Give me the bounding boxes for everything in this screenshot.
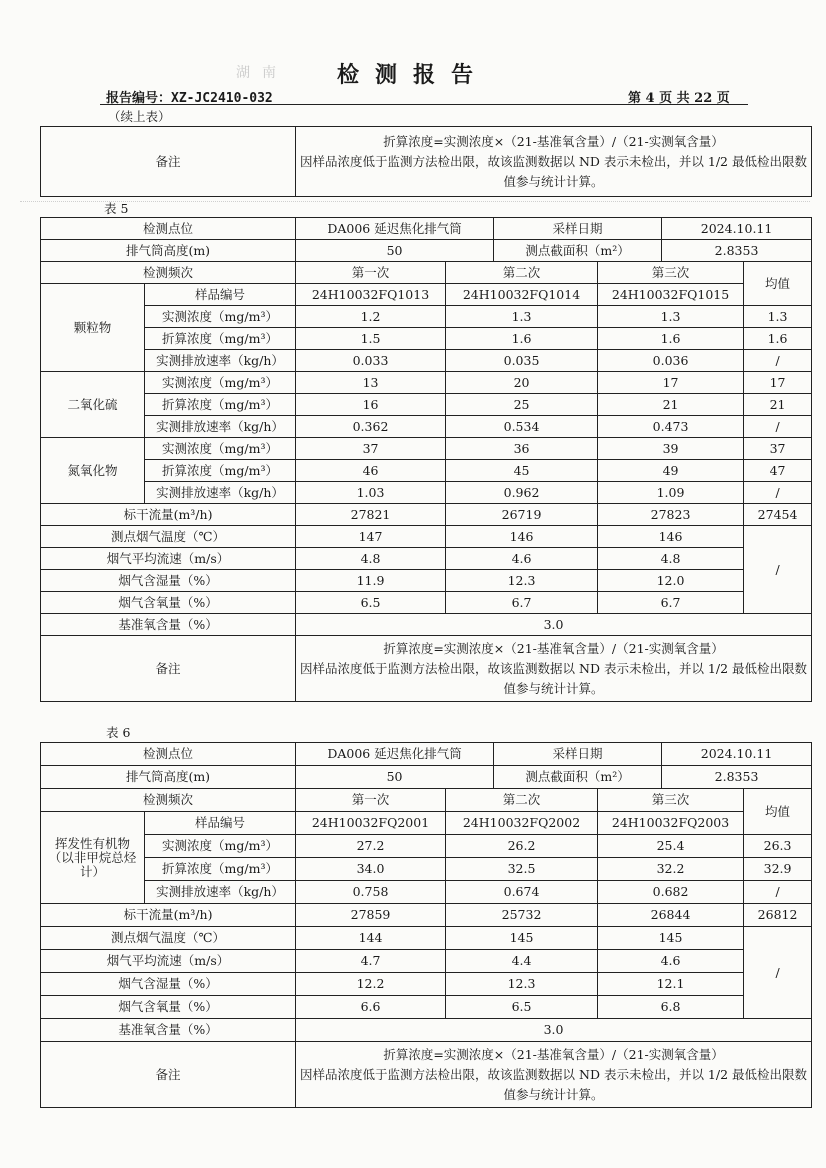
cell: 24H10032FQ2001 bbox=[296, 812, 446, 835]
table-row bbox=[41, 372, 812, 394]
t6-base-o2-row bbox=[41, 1019, 812, 1042]
cell: 147 bbox=[296, 526, 446, 548]
t5-run-2: 第二次 bbox=[446, 262, 598, 284]
t5-area-value: 2.8353 bbox=[662, 240, 812, 262]
t6-run-1: 第一次 bbox=[296, 789, 446, 812]
t5-area-label: 测点截面积（m²） bbox=[494, 240, 662, 262]
cell: 26844 bbox=[598, 904, 744, 927]
row-label: 烟气含氧量（%） bbox=[41, 996, 296, 1019]
t5-point-value: DA006 延迟焦化排气筒 bbox=[296, 218, 494, 240]
t6-remark-row bbox=[41, 1042, 812, 1108]
row-label: 烟气含氧量（%） bbox=[41, 592, 296, 614]
cell: 27.2 bbox=[296, 835, 446, 858]
cell: 1.03 bbox=[296, 482, 446, 504]
cell: 0.534 bbox=[446, 416, 598, 438]
cell: 6.5 bbox=[296, 592, 446, 614]
cell: 6.8 bbox=[598, 996, 744, 1019]
mean-cell: 1.3 bbox=[744, 306, 812, 328]
table-row bbox=[41, 927, 812, 950]
cell: 27859 bbox=[296, 904, 446, 927]
table-row bbox=[41, 394, 812, 416]
cell: 49 bbox=[598, 460, 744, 482]
t5-height-label: 排气筒高度(m) bbox=[41, 240, 296, 262]
cell: 16 bbox=[296, 394, 446, 416]
remark-label: 备注 bbox=[41, 636, 296, 702]
t6-height-label: 排气筒高度(m) bbox=[41, 766, 296, 789]
mean-cell: 1.6 bbox=[744, 328, 812, 350]
t5-remark-row bbox=[41, 636, 812, 702]
cell: 0.758 bbox=[296, 881, 446, 904]
table-row bbox=[41, 592, 812, 614]
t5-run-1: 第一次 bbox=[296, 262, 446, 284]
t5-point-row bbox=[41, 218, 812, 240]
t6-area-value: 2.8353 bbox=[662, 766, 812, 789]
cell: 27821 bbox=[296, 504, 446, 526]
cell: 37 bbox=[296, 438, 446, 460]
mean-cell: 47 bbox=[744, 460, 812, 482]
t6-point-row bbox=[41, 743, 812, 766]
cell: 13 bbox=[296, 372, 446, 394]
mean-cell: 21 bbox=[744, 394, 812, 416]
faded-stamp: 湖南 bbox=[236, 65, 288, 81]
row-label: 测点烟气温度（℃） bbox=[41, 927, 296, 950]
cell: 26.2 bbox=[446, 835, 598, 858]
cell: 25.4 bbox=[598, 835, 744, 858]
t6-flow-row bbox=[41, 904, 812, 927]
remark-line-2: 因样品浓度低于监测方法检出限，故该监测数据以 ND 表示未检出，并以 1/2 最低检出限数值参与统计计算。 bbox=[300, 153, 807, 189]
report-number: 报告编号：XZ-JC2410-032 bbox=[106, 91, 273, 106]
t5-base-o2-row bbox=[41, 614, 812, 636]
table-row bbox=[41, 812, 812, 835]
t5-params-mean: / bbox=[744, 526, 812, 614]
cell: 0.036 bbox=[598, 350, 744, 372]
mean-cell: 17 bbox=[744, 372, 812, 394]
mean-cell: / bbox=[744, 482, 812, 504]
cell: 144 bbox=[296, 927, 446, 950]
cell: 0.035 bbox=[446, 350, 598, 372]
mean-cell: / bbox=[744, 416, 812, 438]
cell: 6.7 bbox=[598, 592, 744, 614]
cell: 145 bbox=[598, 927, 744, 950]
row-label: 实测排放速率（kg/h） bbox=[145, 482, 296, 504]
cell: 4.7 bbox=[296, 950, 446, 973]
table-row bbox=[41, 482, 812, 504]
t6-height-row bbox=[41, 766, 812, 789]
cell: 27823 bbox=[598, 504, 744, 526]
row-label: 基准氧含量（%） bbox=[41, 614, 296, 636]
t5-height-value: 50 bbox=[296, 240, 494, 262]
t6-date-value: 2024.10.11 bbox=[662, 743, 812, 766]
remark-line-2: 因样品浓度低于监测方法检出限，故该监测数据以 ND 表示未检出，并以 1/2 最低检出限数值参与统计计算。 bbox=[300, 660, 808, 696]
t5-freq-row bbox=[41, 262, 812, 284]
remark-line-1: 折算浓度=实测浓度×（21-基准氧含量）/（21-实测氧含量） bbox=[383, 133, 724, 149]
t5-flow-row bbox=[41, 504, 812, 526]
cell: 0.362 bbox=[296, 416, 446, 438]
page-info: 第 4 页 共 22 页 bbox=[628, 91, 730, 106]
table-row bbox=[41, 858, 812, 881]
t5-freq-label: 检测频次 bbox=[41, 262, 296, 284]
cell: 4.6 bbox=[598, 950, 744, 973]
t6-height-value: 50 bbox=[296, 766, 494, 789]
row-label: 烟气含湿量（%） bbox=[41, 570, 296, 592]
scan-artifact-line bbox=[20, 201, 810, 202]
table-row bbox=[41, 306, 812, 328]
table-row bbox=[41, 881, 812, 904]
mean-cell: / bbox=[744, 881, 812, 904]
mean-cell: 32.9 bbox=[744, 858, 812, 881]
t6-point-value: DA006 延迟焦化排气筒 bbox=[296, 743, 494, 766]
row-label: 实测浓度（mg/m³） bbox=[145, 372, 296, 394]
cell: 3.0 bbox=[296, 614, 812, 636]
table-row bbox=[41, 416, 812, 438]
cell: 1.3 bbox=[598, 306, 744, 328]
row-label: 基准氧含量（%） bbox=[41, 1019, 296, 1042]
row-label: 实测排放速率（kg/h） bbox=[145, 350, 296, 372]
t6-point-label: 检测点位 bbox=[41, 743, 296, 766]
t5-run-3: 第三次 bbox=[598, 262, 744, 284]
cell: 4.8 bbox=[598, 548, 744, 570]
cell: 6.6 bbox=[296, 996, 446, 1019]
cell: 146 bbox=[446, 526, 598, 548]
cell: 0.674 bbox=[446, 881, 598, 904]
cell: 46 bbox=[296, 460, 446, 482]
cell: 4.4 bbox=[446, 950, 598, 973]
cell: 39 bbox=[598, 438, 744, 460]
mean-cell: 26812 bbox=[744, 904, 812, 927]
t5-mean-label: 均值 bbox=[744, 262, 812, 306]
cell: 12.2 bbox=[296, 973, 446, 996]
mean-cell: 26.3 bbox=[744, 835, 812, 858]
cell: 145 bbox=[446, 927, 598, 950]
mean-cell: 27454 bbox=[744, 504, 812, 526]
t5-date-label: 采样日期 bbox=[494, 218, 662, 240]
row-label: 实测浓度（mg/m³） bbox=[145, 306, 296, 328]
cell: 1.6 bbox=[446, 328, 598, 350]
table6-caption: 表 6 bbox=[106, 725, 131, 740]
mean-cell: 37 bbox=[744, 438, 812, 460]
cell: 11.9 bbox=[296, 570, 446, 592]
table-row bbox=[41, 438, 812, 460]
table-row bbox=[41, 284, 812, 306]
row-label: 样品编号 bbox=[145, 812, 296, 835]
cell: 12.1 bbox=[598, 973, 744, 996]
table-row bbox=[41, 548, 812, 570]
table5-caption: 表 5 bbox=[104, 201, 129, 216]
t6-date-label: 采样日期 bbox=[494, 743, 662, 766]
table-row bbox=[41, 570, 812, 592]
cell: 1.5 bbox=[296, 328, 446, 350]
cell: 1.2 bbox=[296, 306, 446, 328]
table-row bbox=[41, 973, 812, 996]
cell: 26719 bbox=[446, 504, 598, 526]
row-label: 烟气平均流速（m/s） bbox=[41, 950, 296, 973]
table-row bbox=[41, 996, 812, 1019]
cell: 12.3 bbox=[446, 570, 598, 592]
table6 bbox=[40, 742, 812, 1108]
remark-content bbox=[296, 1042, 812, 1108]
cell: 17 bbox=[598, 372, 744, 394]
remark-label: 备注 bbox=[41, 1042, 296, 1108]
table-row bbox=[41, 460, 812, 482]
row-label: 标干流量(m³/h) bbox=[41, 504, 296, 526]
t6-params-mean: / bbox=[744, 927, 812, 1019]
table-row bbox=[41, 835, 812, 858]
cell: 3.0 bbox=[296, 1019, 812, 1042]
t5-group-so2: 二氧化硫 bbox=[41, 372, 145, 438]
table-row bbox=[41, 350, 812, 372]
t5-group-particulate: 颗粒物 bbox=[41, 284, 145, 372]
report-title: 检测报告 bbox=[336, 62, 489, 88]
cell: 24H10032FQ1015 bbox=[598, 284, 744, 306]
remark-line-2: 因样品浓度低于监测方法检出限，故该监测数据以 ND 表示未检出，并以 1/2 最低检出限数值参与统计计算。 bbox=[300, 1066, 808, 1102]
cell: 24H10032FQ1014 bbox=[446, 284, 598, 306]
row-label: 标干流量(m³/h) bbox=[41, 904, 296, 927]
t6-mean-label: 均值 bbox=[744, 789, 812, 835]
t6-run-3: 第三次 bbox=[598, 789, 744, 812]
continued-label: （续上表） bbox=[108, 109, 171, 124]
t6-freq-label: 检测频次 bbox=[41, 789, 296, 812]
t5-group-nox: 氮氧化物 bbox=[41, 438, 145, 504]
cell: 25732 bbox=[446, 904, 598, 927]
row-label: 测点烟气温度（℃） bbox=[41, 526, 296, 548]
t6-group-vocs: 挥发性有机物（以非甲烷总烃计） bbox=[41, 812, 145, 904]
cell: 20 bbox=[446, 372, 598, 394]
cell: 12.0 bbox=[598, 570, 744, 592]
t5-date-value: 2024.10.11 bbox=[662, 218, 812, 240]
cell: 1.6 bbox=[598, 328, 744, 350]
row-label: 折算浓度（mg/m³） bbox=[145, 328, 296, 350]
t6-run-2: 第二次 bbox=[446, 789, 598, 812]
table5 bbox=[40, 217, 812, 702]
t6-freq-row bbox=[41, 789, 812, 812]
row-label: 实测排放速率（kg/h） bbox=[145, 881, 296, 904]
cell: 1.09 bbox=[598, 482, 744, 504]
cell: 6.5 bbox=[446, 996, 598, 1019]
row-label: 样品编号 bbox=[145, 284, 296, 306]
header-rule bbox=[100, 104, 748, 105]
cell: 6.7 bbox=[446, 592, 598, 614]
table-row bbox=[41, 328, 812, 350]
row-label: 烟气平均流速（m/s） bbox=[41, 548, 296, 570]
t5-point-label: 检测点位 bbox=[41, 218, 296, 240]
cell: 0.682 bbox=[598, 881, 744, 904]
remark-content bbox=[296, 127, 812, 197]
remark-content bbox=[296, 636, 812, 702]
cell: 12.3 bbox=[446, 973, 598, 996]
cell: 34.0 bbox=[296, 858, 446, 881]
remark-line-1: 折算浓度=实测浓度×（21-基准氧含量）/（21-实测氧含量） bbox=[383, 640, 724, 656]
remark-line-1: 折算浓度=实测浓度×（21-基准氧含量）/（21-实测氧含量） bbox=[383, 1046, 724, 1062]
cell: 0.473 bbox=[598, 416, 744, 438]
cell: 24H10032FQ2002 bbox=[446, 812, 598, 835]
cell: 32.2 bbox=[598, 858, 744, 881]
t6-area-label: 测点截面积（m²） bbox=[494, 766, 662, 789]
cell: 21 bbox=[598, 394, 744, 416]
cell: 0.962 bbox=[446, 482, 598, 504]
row-label: 实测排放速率（kg/h） bbox=[145, 416, 296, 438]
cell: 0.033 bbox=[296, 350, 446, 372]
remark-label: 备注 bbox=[41, 127, 296, 197]
continued-remark-table bbox=[40, 126, 812, 197]
cell: 24H10032FQ2003 bbox=[598, 812, 744, 835]
cell: 36 bbox=[446, 438, 598, 460]
row-label: 折算浓度（mg/m³） bbox=[145, 858, 296, 881]
table-row bbox=[41, 950, 812, 973]
row-label: 实测浓度（mg/m³） bbox=[145, 835, 296, 858]
cell: 1.3 bbox=[446, 306, 598, 328]
cell: 25 bbox=[446, 394, 598, 416]
mean-cell: / bbox=[744, 350, 812, 372]
row-label: 实测浓度（mg/m³） bbox=[145, 438, 296, 460]
row-label: 烟气含湿量（%） bbox=[41, 973, 296, 996]
cell: 45 bbox=[446, 460, 598, 482]
cell: 4.8 bbox=[296, 548, 446, 570]
row-label: 折算浓度（mg/m³） bbox=[145, 394, 296, 416]
cell: 146 bbox=[598, 526, 744, 548]
cell: 4.6 bbox=[446, 548, 598, 570]
t5-height-row bbox=[41, 240, 812, 262]
table-row bbox=[41, 526, 812, 548]
cell: 24H10032FQ1013 bbox=[296, 284, 446, 306]
row-label: 折算浓度（mg/m³） bbox=[145, 460, 296, 482]
cell: 32.5 bbox=[446, 858, 598, 881]
